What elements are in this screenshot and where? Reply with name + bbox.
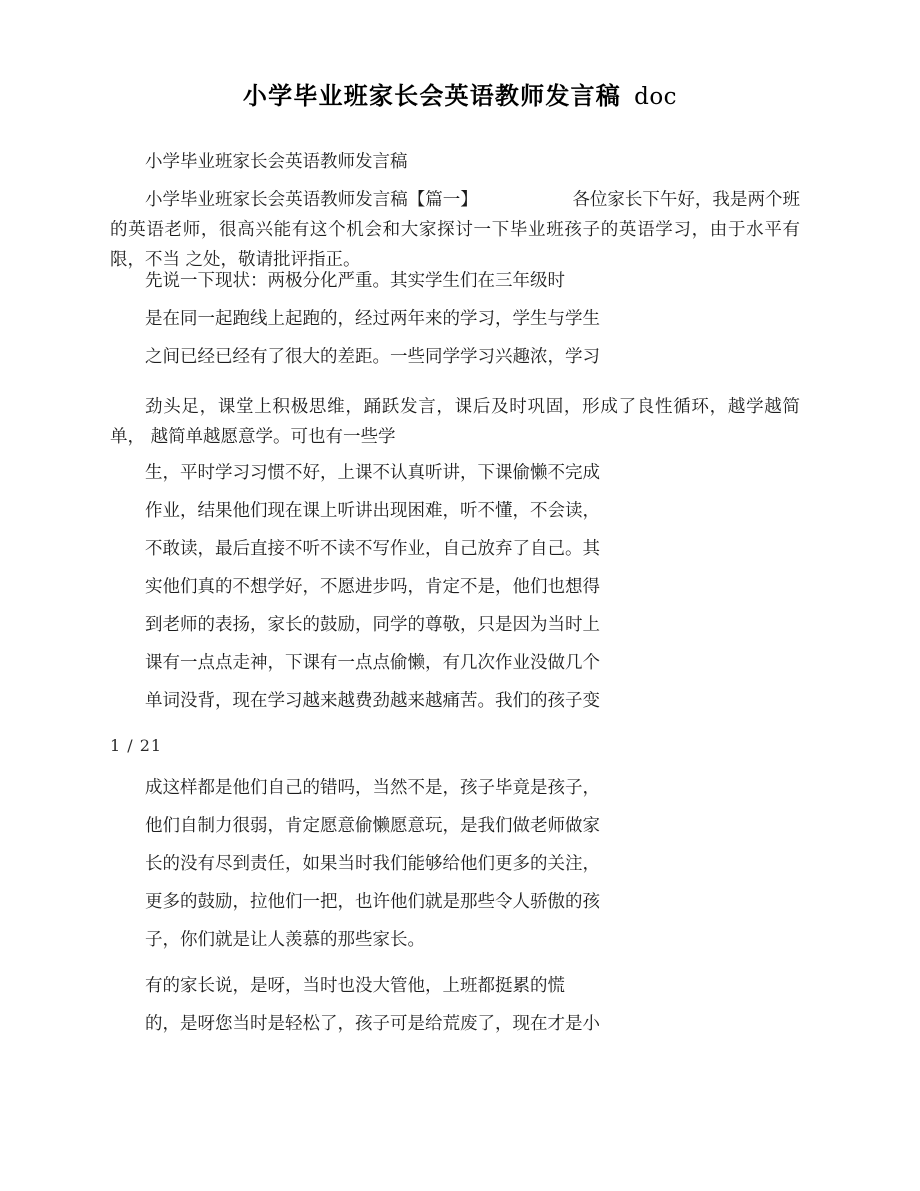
paragraph-text: 课有一点点走神，下课有一点点偷懒，有几次作业没做几个 xyxy=(145,653,600,673)
paragraph-text: 各位家长下午好，我是两个班的英语老师，很高兴能有这个机会和大家探讨一下毕业班孩子的英语学习，由于水平有限，不当 之处，敬请批评指正。 xyxy=(110,190,800,270)
paragraph-envy xyxy=(110,925,800,955)
page-title xyxy=(0,76,920,111)
paragraph-parent-say xyxy=(110,971,800,1001)
paragraph-text: 的，是呀您当时是轻松了，孩子可是给荒废了，现在才是小 xyxy=(145,1014,600,1034)
paragraph-relaxed xyxy=(110,1009,800,1039)
paragraph-text: 到老师的表扬，家长的鼓励，同学的尊敬，只是因为当时上 xyxy=(145,615,600,635)
paragraph-heading-repeat xyxy=(110,147,800,177)
paragraph-homework xyxy=(110,496,800,526)
paragraph-text: 实他们真的不想学好，不愿进步吗，肯定不是，他们也想得 xyxy=(145,577,600,597)
paragraph-encourage xyxy=(110,887,800,917)
paragraph-gap-grew xyxy=(110,342,800,372)
paragraph-text: 是在同一起跑线上起跑的，经过两年来的学习，学生与学生 xyxy=(145,309,600,329)
paragraph-giveup xyxy=(110,534,800,564)
paragraph-text: 子，你们就是让人羡慕的那些家长。 xyxy=(145,930,425,950)
paragraph-text: 单词没背，现在学习越来越费劲越来越痛苦。我们的孩子变 xyxy=(145,691,600,711)
paragraph-text: 成这样都是他们自己的错吗，当然不是，孩子毕竟是孩子， xyxy=(145,778,600,798)
page-number: 1 / 21 xyxy=(110,736,163,755)
paragraph-responsibility xyxy=(110,849,800,879)
paragraph-positive-cycle xyxy=(110,392,800,452)
paragraph-text: 之间已经已经有了很大的差距。一些同学学习兴趣浓，学习 xyxy=(145,347,600,367)
paragraph-praise xyxy=(110,610,800,640)
paragraph-painful xyxy=(110,686,800,716)
paragraph-text: 先说一下现状：两极分化严重。其实学生们在三年级时 xyxy=(145,271,565,291)
paragraph-text: 生，平时学习习惯不好，上课不认真听讲，下课偷懒不完成 xyxy=(145,463,600,483)
page-title-extension: doc xyxy=(634,84,678,110)
paragraph-status xyxy=(110,266,800,296)
paragraph-text: 不敢读，最后直接不听不读不写作业，自己放弃了自己。其 xyxy=(145,539,600,559)
paragraph-text: 更多的鼓励，拉他们一把，也许他们就是那些令人骄傲的孩 xyxy=(145,892,600,912)
paragraph-really-want xyxy=(110,572,800,602)
paragraph-distracted xyxy=(110,648,800,678)
paragraph-lead: 小学毕业班家长会英语教师发言稿【篇一】 xyxy=(145,190,478,210)
paragraph-self-control xyxy=(110,811,800,841)
paragraph-text: 他们自制力很弱，肯定愿意偷懒愿意玩，是我们做老师做家 xyxy=(145,816,600,836)
paragraph-text: 作业，结果他们现在课上听讲出现困难，听不懂，不会读， xyxy=(145,501,600,521)
paragraph-startline xyxy=(110,304,800,334)
paragraph-bad-habits xyxy=(110,458,800,488)
paragraph-text: 劲头足，课堂上积极思维，踊跃发言，课后及时巩固，形成了良性循环，越学越简单， 越简单越愿意学。可也有一些学 xyxy=(110,397,800,447)
paragraph-intro xyxy=(110,185,800,275)
paragraph-whose-fault xyxy=(110,773,800,803)
paragraph-text: 有的家长说，是呀，当时也没大管他，上班都挺累的慌 xyxy=(145,976,565,996)
paragraph-text: 小学毕业班家长会英语教师发言稿 xyxy=(145,152,408,172)
page-title-text: 小学毕业班家长会英语教师发言稿 xyxy=(242,81,621,110)
paragraph-text: 长的没有尽到责任，如果当时我们能够给他们更多的关注， xyxy=(145,854,600,874)
